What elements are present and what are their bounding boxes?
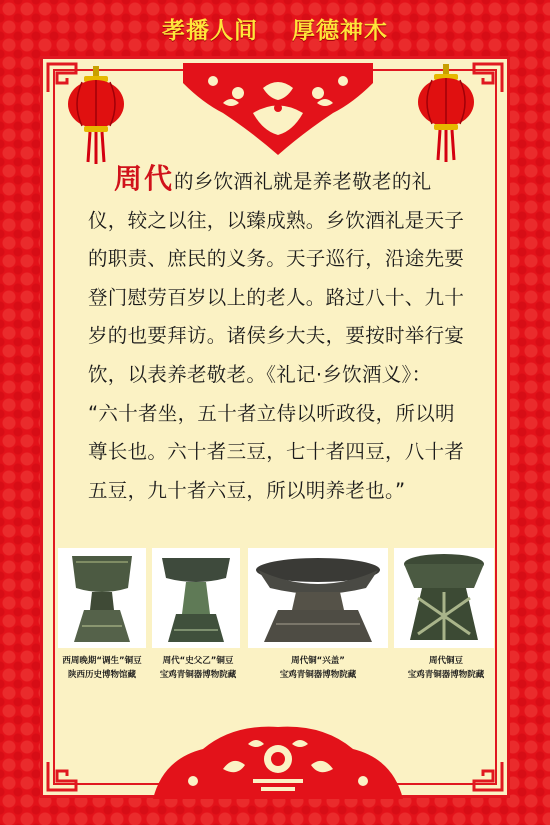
- peony-papercut-icon: [153, 719, 403, 799]
- vessel-caption-museum: 宝鸡青铜器博物院藏: [279, 670, 357, 680]
- article-line: 饮，以表养老敬老。《礼记·乡饮酒义》：: [88, 362, 432, 386]
- article-lead-word: 周代: [114, 162, 175, 195]
- vessel-caption-title: 周代“史父乙”铜豆: [162, 656, 234, 666]
- vessel-caption-title: 周代铜豆: [428, 656, 463, 666]
- article-line: 登门慰劳百岁以上的老人。路过八十、九十: [88, 285, 465, 309]
- bronze-openwork-dou-icon: [394, 548, 494, 648]
- bronze-dou-photo: [248, 548, 388, 648]
- article-line: 仪，较之以往，以臻成熟。乡饮酒礼是天子: [88, 208, 465, 232]
- bronze-dou-vessel-icon: [58, 548, 146, 648]
- vessel-caption-title: 西周晚期“调生”铜豆: [62, 656, 142, 666]
- article-line: 的职责、庶民的义务。天子巡行，沿途先要: [88, 247, 465, 271]
- bronze-dou-vessel-icon: [248, 548, 388, 648]
- bronze-openwork-dou-photo: [394, 548, 494, 648]
- article-line: 五豆，九十者六豆，所以明养老也。”: [88, 478, 406, 502]
- rooster-papercut-icon: [183, 63, 373, 155]
- vessel-caption-museum: 宝鸡青铜器博物院藏: [407, 670, 485, 680]
- bronze-dou-photo: [152, 548, 240, 648]
- vessel-caption: [148, 654, 248, 682]
- bronze-dou-photo: [58, 548, 146, 648]
- vessel-caption-museum: 宝鸡青铜器博物院藏: [159, 670, 237, 680]
- vessel-caption: [258, 654, 378, 682]
- article-line-text: 的乡饮酒礼就是养老敬老的礼: [174, 170, 432, 193]
- bronze-dou-vessel-icon: [152, 548, 240, 648]
- vessel-caption: [52, 654, 152, 682]
- poster-header: [0, 0, 550, 56]
- red-lantern-icon: [416, 64, 476, 164]
- article-line: 岁的也要拜访。诸侯乡大夫，要按时举行宴: [88, 324, 465, 348]
- vessel-caption: [394, 654, 498, 682]
- header-left-slogan: 孝播人间: [162, 17, 258, 44]
- article-line: “六十者坐，五十者立侍以听政役，所以明: [88, 401, 455, 425]
- fret-corner-ornament: [45, 759, 79, 793]
- fret-corner-ornament: [471, 759, 505, 793]
- red-lantern-icon: [66, 66, 126, 166]
- vessel-caption-museum: 陕西历史博物馆藏: [67, 670, 136, 680]
- header-right-slogan: 厚德神木: [292, 17, 388, 44]
- article-line: 尊长也。六十者三豆，七十者四豆，八十者: [88, 440, 465, 464]
- article-body: [88, 160, 478, 510]
- article-line: [88, 160, 478, 202]
- vessel-caption-title: 周代铜“兴盖”: [291, 656, 345, 666]
- fret-corner-ornament: [471, 61, 505, 95]
- bronze-vessel-gallery: [58, 548, 498, 688]
